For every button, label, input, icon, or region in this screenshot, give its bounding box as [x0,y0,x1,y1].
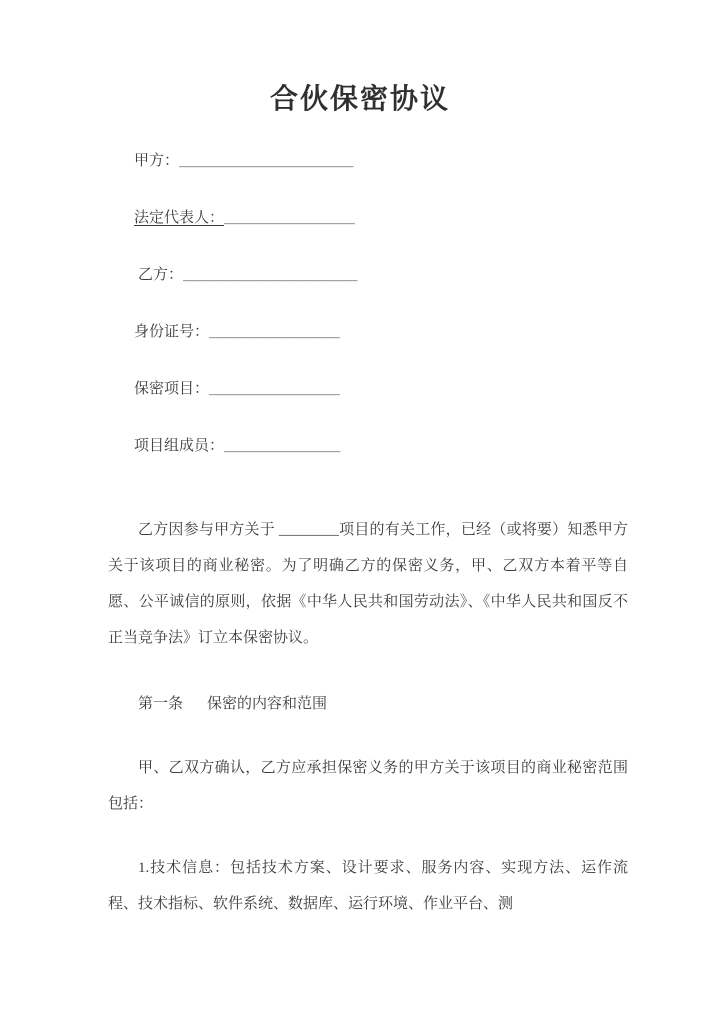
field-row-legal-representative [0,207,720,264]
page-title: 合伙保密协议 [269,83,450,114]
signature-fields [0,150,720,492]
item-one-block [108,850,628,922]
field-row-id-number [0,321,720,378]
field-blank-legal-representative[interactable]: ＿＿＿＿＿＿＿＿＿ [224,210,355,226]
field-label-confidential-project: 保密项目： [134,381,210,397]
article-one-heading [108,686,628,722]
field-label-id-number: 身份证号： [134,324,210,340]
article-one-body: 甲、乙双方确认，乙方应承担保密义务的甲方关于该项目的商业秘密范围包括： [108,760,628,812]
field-blank-party-b[interactable]: ＿＿＿＿＿＿＿＿＿＿＿＿ [183,267,358,283]
article-one-body-block [108,750,628,822]
field-row-project-team-members [0,435,720,492]
field-label-legal-representative: 法定代表人： [134,210,225,226]
field-blank-party-a[interactable]: ＿＿＿＿＿＿＿＿＿＿＿＿ [179,153,354,169]
article-one-title: 保密的内容和范围 [207,696,328,712]
item-one-technical-information: 1.技术信息：包括技术方案、设计要求、服务内容、实现方法、运作流程、技术指标、软件系统、数据库、运行环境、作业平台、测 [108,860,628,912]
field-row-confidential-project [0,378,720,435]
field-label-party-a: 甲方： [134,153,180,169]
field-label-project-team-members: 项目组成员： [134,438,225,454]
field-blank-project-team-members[interactable]: ＿＿＿＿＿＿＿＿ [224,438,341,454]
article-one-number: 第一条 [138,696,184,712]
preamble-block [108,512,628,656]
field-row-party-b [0,264,720,321]
field-blank-id-number[interactable]: ＿＿＿＿＿＿＿＿＿ [209,324,340,340]
field-row-party-a [0,150,720,207]
field-blank-confidential-project[interactable]: ＿＿＿＿＿＿＿＿＿ [209,381,340,397]
preamble-paragraph: 乙方因参与甲方关于 ________项目的有关工作，已经（或将要）知悉甲方关于该项目的商业秘密。为了明确乙方的保密义务，甲、乙双方本着平等自愿、公平诚信的原则，依据《中华人民共和国劳动法》、《中华人民共和国反不正当竞争法》订立本保密协议。 [108,522,628,646]
field-label-party-b: 乙方： [138,267,184,283]
